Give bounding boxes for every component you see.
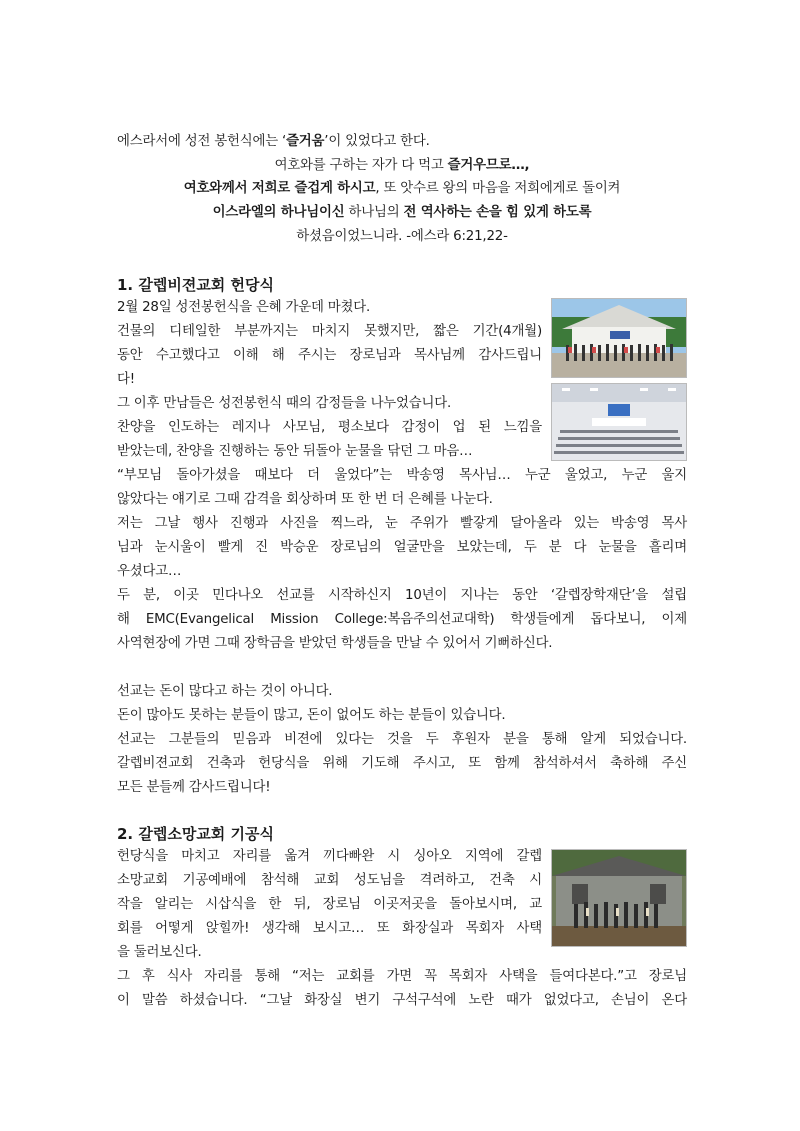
- section-1-heading: 1. 갈렙비젼교회 헌당식: [117, 276, 274, 294]
- s1-para2-line: 선교는 돈이 많다고 하는 것이 아니다.: [117, 684, 333, 699]
- s1-line: 찬양을 인도하는 레지나 사모님, 평소보다 감정이 업 된 느낌을: [117, 420, 542, 435]
- intro-line-5: 하셨음이었느니라. -에스라 6:21,22-: [296, 229, 508, 244]
- intro-line-4: 이스라엘의 하나님이신 하나님의 전 역사하는 손을 힘 있게 하도록: [212, 205, 592, 220]
- s1-line: 우셨다고…: [117, 564, 182, 579]
- intro-line-2: 여호와를 구하는 자가 다 먹고 즐거우므로…,: [274, 158, 530, 173]
- church-dedication-photo: [551, 298, 687, 378]
- s1-line: “부모님 돌아가셨을 때보다 더 울었다”는 박송영 목사님… 누군 울었고, 누군 울지: [117, 468, 687, 483]
- s1-line: 받았는데, 찬양을 진행하는 동안 뒤돌아 눈물을 닦던 그 마음…: [117, 444, 473, 459]
- s1-line: 해 EMC(Evangelical Mission College:복음주의선교대학) 학생들에게 돕다보니, 이제: [117, 612, 687, 627]
- s1-line: 그 이후 만남들은 성전봉헌식 때의 감정들을 나누었습니다.: [117, 396, 452, 411]
- s2-line: 헌당식을 마치고 자리를 옮겨 끼다빠완 시 싱아오 지역에 갈렙: [117, 849, 542, 864]
- s1-line: 저는 그날 행사 진행과 사진을 찍느라, 눈 주위가 빨갛게 달아올라 있는 박송영 목사: [117, 516, 687, 531]
- s2-line: 그 후 식사 자리를 통해 “저는 교회를 가면 꼭 목회자 사택을 들여다본다.”고 장로님: [117, 969, 687, 984]
- intro-line-3: 여호와께서 저희로 즐겁게 하시고, 또 앗수르 왕의 마음을 저희에게로 돌이켜: [183, 181, 621, 196]
- s1-para2-line: 모든 분들께 감사드립니다!: [117, 780, 271, 795]
- s1-line: 님과 눈시울이 빨게 진 박승운 장로님의 얼굴만을 보았는데, 두 분 다 눈물을 흘리며: [117, 540, 687, 555]
- s2-line: 이 말씀 하셨습니다. “그날 화장실 변기 구석구석에 노란 때가 없었다고, 손님이 온다: [117, 993, 687, 1008]
- s1-para2-line: 선교는 그분들의 믿음과 비젼에 있다는 것을 두 후원자 분을 통해 알게 되었습니다.: [117, 732, 687, 747]
- s1-para2-line: 갈렙비젼교회 건축과 헌당식을 위해 기도해 주시고, 또 함께 참석하셔서 축하해 주신: [117, 756, 687, 771]
- church-interior-photo: [551, 383, 687, 461]
- s2-line: 회를 어떻게 앉힐까! 생각해 보시고… 또 화장실과 목회자 사택: [117, 921, 542, 936]
- s1-line: 두 분, 이곳 민다나오 선교를 시작하신지 10년이 지나는 동안 ‘갈렙장학재단’을 설립: [117, 588, 687, 603]
- s1-line: 2월 28일 성전봉헌식을 은혜 가운데 마쳤다.: [117, 300, 371, 315]
- s1-line: 동안 수고했다고 이해 해 주시는 장로님과 목사님께 감사드립니: [117, 348, 542, 363]
- s1-line: 않았다는 얘기로 그때 감격을 회상하며 또 한 번 더 은혜를 나눈다.: [117, 492, 493, 507]
- s2-line: 소망교회 기공예배에 참석해 교회 성도님을 격려하고, 건축 시: [117, 873, 542, 888]
- s1-line: 건물의 디테일한 부분까지는 마치지 못했지만, 짧은 기간(4개월): [117, 324, 542, 339]
- s1-line: 다!: [117, 372, 135, 387]
- s2-line: 작을 알리는 시삽식을 한 뒤, 장로님 이곳저곳을 돌아보시며, 교: [117, 897, 542, 912]
- s1-para2-line: 돈이 많아도 못하는 분들이 많고, 돈이 없어도 하는 분들이 있습니다.: [117, 708, 506, 723]
- groundbreaking-photo: [551, 849, 687, 947]
- s2-line: 을 둘러보신다.: [117, 945, 202, 960]
- section-2-heading: 2. 갈렙소망교회 기공식: [117, 825, 274, 843]
- s1-line: 사역현장에 가면 그때 장학금을 받았던 학생들을 만날 수 있어서 기뻐하신다.: [117, 636, 553, 651]
- intro-line-1: 에스라서에 성전 봉헌식에는 ‘즐거움’이 있었다고 한다.: [117, 134, 430, 149]
